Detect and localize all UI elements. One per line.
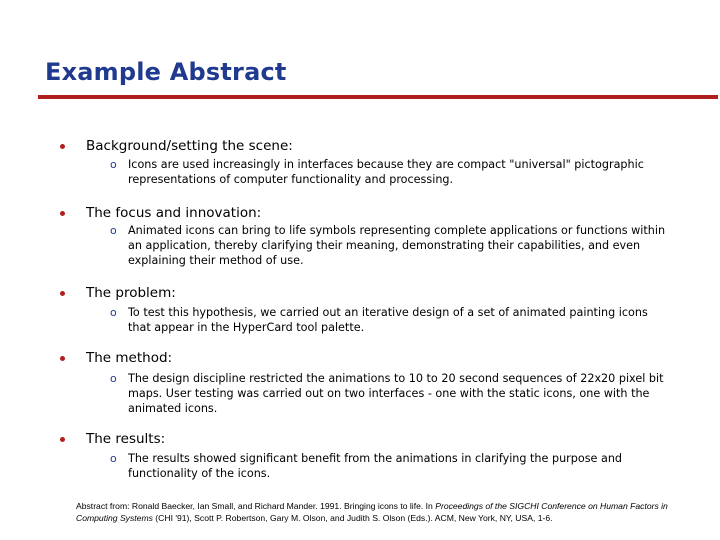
bullet-dot-icon — [60, 437, 65, 442]
section-heading-text: The focus and innovation: — [86, 205, 262, 221]
section-heading-text: The results: — [86, 431, 166, 447]
section-body-text: Icons are used increasingly in interfaces because they are compact "universal" pictographic representations of computer functionality and processing. — [128, 158, 644, 186]
sub-bullet-circle-icon: o — [110, 224, 117, 237]
bullet-dot-icon — [60, 211, 65, 216]
sub-bullet-circle-icon: o — [110, 306, 117, 319]
slide-title: Example Abstract — [45, 58, 287, 86]
citation-text-end: (CHI '91), Scott P. Robertson, Gary M. Olson, and Judith S. Olson (Eds.). ACM, New York, NY, USA, 1-6. — [152, 513, 553, 523]
section-heading-text: The method: — [86, 350, 173, 366]
sub-bullet-circle-icon: o — [110, 452, 117, 465]
sub-bullet-circle-icon: o — [110, 158, 117, 171]
citation-proceedings-title: Proceedings of the SIGCHI Conference on Human Factors in Computing Systems — [76, 501, 668, 523]
section-body-text: The design discipline restricted the animations to 10 to 20 second sequences of 22x20 pixel bit maps. User testing was carried out on two interfaces - one with the static icons, one with the animated icons. — [128, 372, 664, 415]
section-body-text: To test this hypothesis, we carried out an iterative design of a set of animated painting icons that appear in the HyperCard tool palette. — [128, 306, 648, 334]
bullet-dot-icon — [60, 356, 65, 361]
bullet-dot-icon — [60, 291, 65, 296]
sub-bullet-circle-icon: o — [110, 372, 117, 385]
section-body-text: Animated icons can bring to life symbols representing complete applications or functions within an application, thereby clarifying their meaning, demonstrating their capabilities, and even explaining their method of use. — [128, 224, 666, 267]
section-body-text: The results showed significant benefit from the animations in clarifying the purpose and functionality of the icons. — [128, 452, 623, 480]
citation — [76, 500, 676, 524]
section-heading-text: The problem: — [86, 285, 176, 301]
bullet-dot-icon — [60, 144, 65, 149]
title-rule — [38, 95, 718, 99]
section-heading-text: Background/setting the scene: — [86, 138, 293, 154]
citation-text: Abstract from: Ronald Baecker, Ian Small, and Richard Mander. 1991. Bringing icons to life. In — [76, 501, 436, 511]
